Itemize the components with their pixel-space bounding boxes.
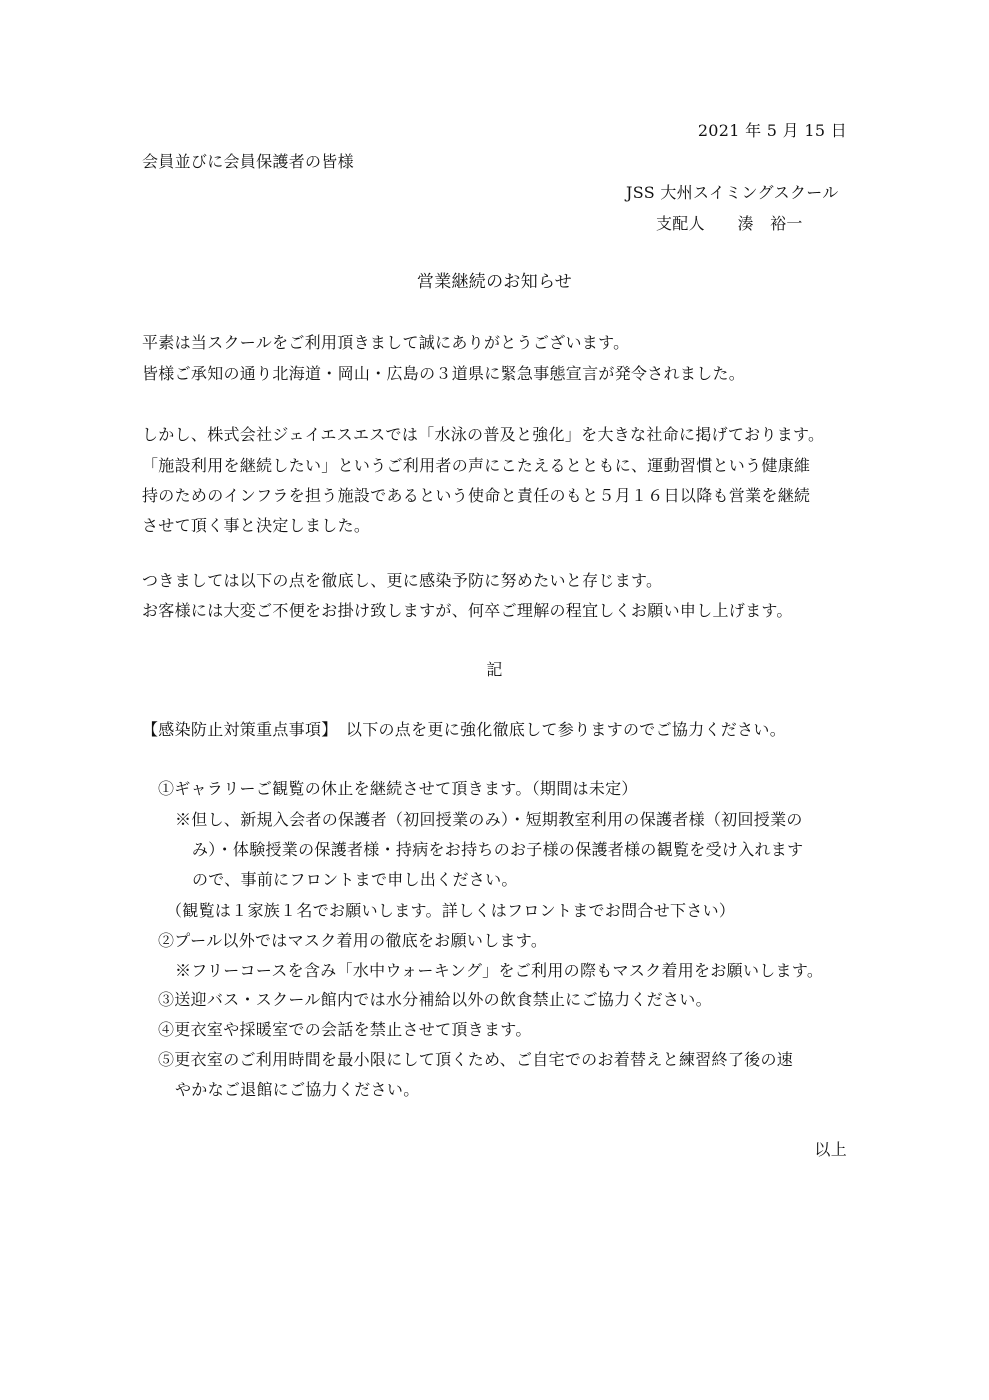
body-line: つきましては以下の点を徹底し、更に感染予防に努めたいと存じます。 xyxy=(142,571,663,590)
intro-line: 皆様ご承知の通り北海道・岡山・広島の３道県に緊急事態宣言が発令されました。 xyxy=(142,364,746,383)
closing: 以上 xyxy=(814,1140,847,1159)
body-line: お客様には大変ご不便をお掛け致しますが、何卒ご理解の程宜しくお願い申し上げます。 xyxy=(142,601,793,620)
measures-heading: 【感染防止対策重点事項】 以下の点を更に強化徹底して参りますのでご協力ください。 xyxy=(142,720,787,739)
date: 2021 年 5 月 15 日 xyxy=(697,121,847,140)
measure-item: ③送迎バス・スクール館内では水分補給以外の飲食禁止にご協力ください。 xyxy=(158,990,712,1009)
measure-note: み）・体験授業の保護者様・持病をお持ちのお子様の保護者様の観覧を受け入れます xyxy=(192,840,804,859)
addressee: 会員並びに会員保護者の皆様 xyxy=(142,152,354,171)
measure-note: ので、事前にフロントまで申し出ください。 xyxy=(192,870,518,889)
measure-item: ①ギャラリーご観覧の休止を継続させて頂きます。（期間は未定） xyxy=(158,779,638,798)
measure-note: ※フリーコースを含み「水中ウォーキング」をご利用の際もマスク着用をお願いします。 xyxy=(175,961,824,980)
page-title: 営業継続のお知らせ xyxy=(416,272,573,292)
sender-person: 支配人 湊 裕一 xyxy=(656,214,803,233)
measure-item: ④更衣室や採暖室での会話を禁止させて頂きます。 xyxy=(158,1020,532,1039)
body-line: 持のためのインフラを担う施設であるという使命と責任のもと５月１６日以降も営業を継続 xyxy=(142,486,811,505)
measure-note: （観覧は１家族１名でお願いします。詳しくはフロントまでお問合せ下さい） xyxy=(166,901,736,920)
intro-line: 平素は当スクールをご利用頂きまして誠にありがとうございます。 xyxy=(142,333,630,352)
body-line: しかし、株式会社ジェイエスエスでは「水泳の普及と強化」を大きな社命に掲げております。 xyxy=(142,425,825,444)
body-line: させて頂く事と決定しました。 xyxy=(142,516,371,535)
measure-note: ※但し、新規入会者の保護者（初回授業のみ）・短期教室利用の保護者様（初回授業の xyxy=(175,810,803,829)
sender-organization: JSS 大州スイミングスクール xyxy=(626,183,839,202)
measure-item-continued: やかなご退館にご協力ください。 xyxy=(175,1080,420,1099)
body-line: 「施設利用を継続したい」というご利用者の声にこたえるとともに、運動習慣という健康維 xyxy=(142,456,811,475)
measure-item: ②プール以外ではマスク着用の徹底をお願いします。 xyxy=(158,931,548,950)
measure-item: ⑤更衣室のご利用時間を最小限にして頂くため、ご自宅でのお着替えと練習終了後の速 xyxy=(158,1050,794,1069)
ki-marker: 記 xyxy=(486,660,503,679)
